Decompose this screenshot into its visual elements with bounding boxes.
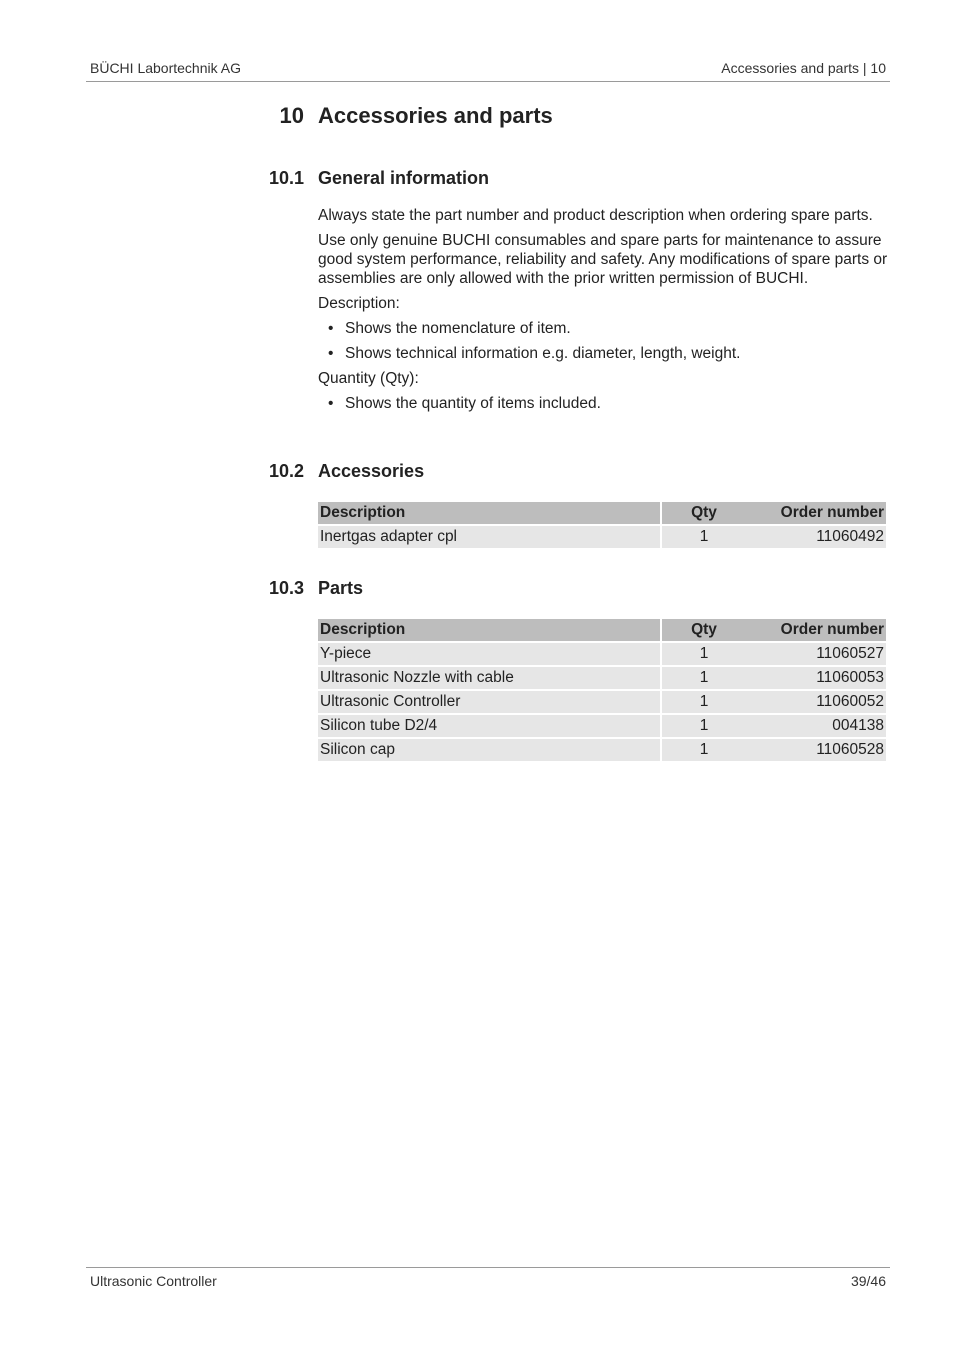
accessories-table <box>318 502 886 550</box>
section-heading-general <box>0 168 954 198</box>
cell-order-number: 004138 <box>746 714 886 738</box>
column-header-description: Description <box>318 619 661 642</box>
quantity-label: Quantity (Qty): <box>318 370 419 387</box>
description-label: Description: <box>318 295 400 312</box>
chapter-title: Accessories and parts <box>318 103 553 128</box>
list-item <box>318 319 890 338</box>
cell-qty: 1 <box>661 714 746 738</box>
cell-description: Silicon tube D2/4 <box>318 714 661 738</box>
column-header-qty: Qty <box>661 502 746 525</box>
table-row <box>318 714 886 738</box>
list-item-text: Shows the nomenclature of item. <box>345 320 571 337</box>
cell-order-number: 11060528 <box>746 738 886 762</box>
cell-qty: 1 <box>661 690 746 714</box>
cell-description: Ultrasonic Nozzle with cable <box>318 666 661 690</box>
table-row <box>318 525 886 549</box>
section-heading-accessories <box>0 461 954 491</box>
cell-qty: 1 <box>661 525 746 549</box>
list-item-text: Shows the quantity of items included. <box>345 395 601 412</box>
page-footer <box>86 1267 890 1297</box>
section-number: 10.2 <box>268 461 304 481</box>
chapter-heading <box>0 103 954 133</box>
cell-qty: 1 <box>661 738 746 762</box>
column-header-order-number: Order number <box>746 619 886 642</box>
table-row <box>318 666 886 690</box>
section-title: Accessories <box>318 461 425 481</box>
general-info-body <box>318 206 890 419</box>
section-title: Parts <box>318 578 364 598</box>
description-list <box>318 319 890 363</box>
cell-qty: 1 <box>661 642 746 666</box>
cell-order-number: 11060492 <box>746 525 886 549</box>
header-company: BÜCHI Labortechnik AG <box>90 60 241 76</box>
parts-table <box>318 619 886 763</box>
table-row <box>318 738 886 762</box>
paragraph: Use only genuine BUCHI consumables and spare parts for maintenance to assure good system performance, reliability and safety. Any modifications of spare parts or assemblies are only allowed with the prior written permission of BUCHI. <box>318 232 888 287</box>
cell-order-number: 11060527 <box>746 642 886 666</box>
table-row <box>318 690 886 714</box>
cell-order-number: 11060053 <box>746 666 886 690</box>
bullet: • <box>328 345 334 362</box>
section-number: 10.3 <box>268 578 304 598</box>
quantity-list <box>318 394 890 413</box>
section-number: 10.1 <box>268 168 304 188</box>
column-header-order-number: Order number <box>746 502 886 525</box>
paragraph: Always state the part number and product description when ordering spare parts. <box>318 207 873 224</box>
footer-page-number: 39/46 <box>850 1273 886 1289</box>
list-item <box>318 344 890 363</box>
list-item-text: Shows technical information e.g. diameter, length, weight. <box>345 345 741 362</box>
bullet: • <box>328 395 334 412</box>
cell-description: Inertgas adapter cpl <box>318 525 661 549</box>
section-heading-parts <box>0 578 954 608</box>
cell-order-number: 11060052 <box>746 690 886 714</box>
page-header <box>86 60 890 82</box>
cell-description: Ultrasonic Controller <box>318 690 661 714</box>
bullet: • <box>328 320 334 337</box>
table-header-row <box>318 619 886 642</box>
chapter-number: 10 <box>279 103 304 128</box>
column-header-qty: Qty <box>661 619 746 642</box>
table-row <box>318 642 886 666</box>
cell-description: Y-piece <box>318 642 661 666</box>
cell-description: Silicon cap <box>318 738 661 762</box>
list-item <box>318 394 890 413</box>
section-title: General information <box>318 168 490 188</box>
table-header-row <box>318 502 886 525</box>
footer-product: Ultrasonic Controller <box>90 1273 217 1289</box>
column-header-description: Description <box>318 502 661 525</box>
cell-qty: 1 <box>661 666 746 690</box>
header-chapter: Accessories and parts | 10 <box>721 60 886 76</box>
